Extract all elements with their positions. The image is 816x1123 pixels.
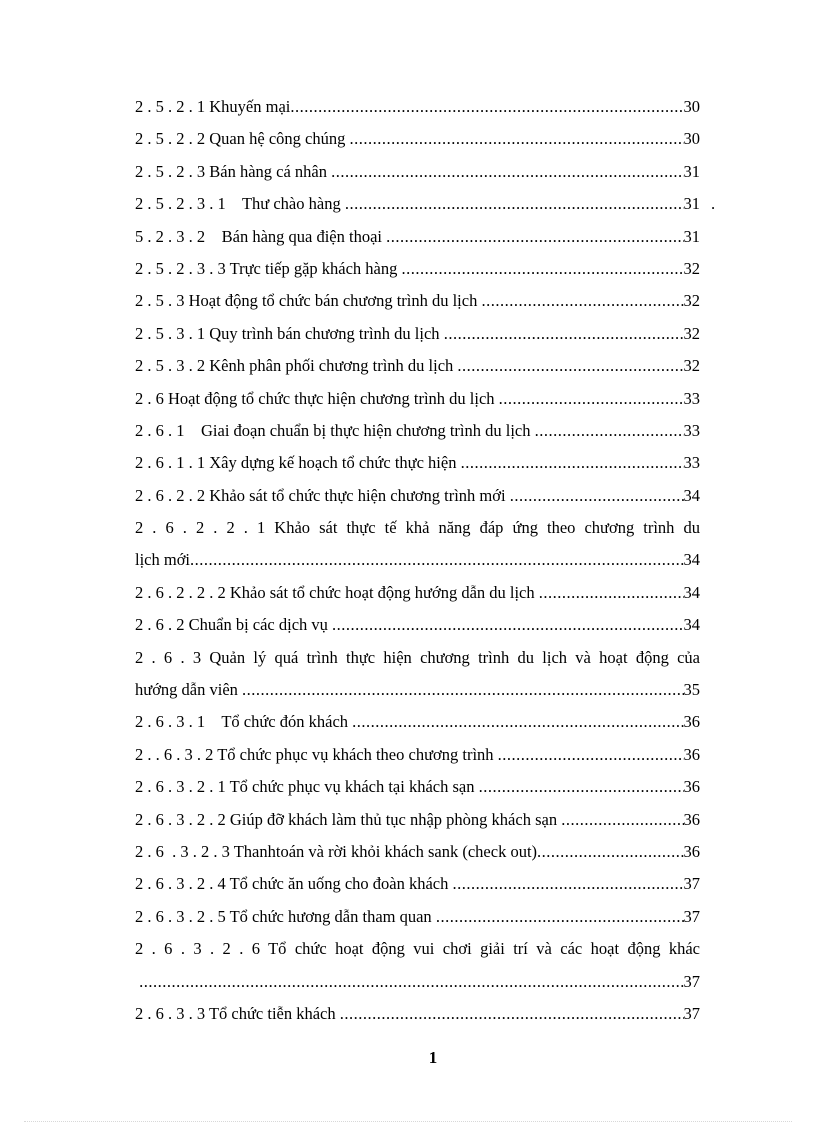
dot-leader [457, 350, 683, 382]
toc-entry-page: 36 [683, 712, 700, 732]
toc-entry-title: 5 . 2 . 3 . 2 Bán hàng qua điện thoại [135, 226, 387, 246]
toc-entry[interactable] [135, 188, 716, 220]
toc-entry[interactable] [135, 318, 700, 350]
toc-entry-page: 33 [683, 388, 700, 408]
toc-entry-page: 30 [683, 129, 700, 149]
toc-entry[interactable] [135, 480, 700, 512]
toc-entry-title-continued: lịch mới [135, 550, 191, 570]
toc-entry[interactable] [135, 706, 700, 738]
toc-entry-title: 2 . 5 . 3 Hoạt động tổ chức bán chương trình du lịch [135, 291, 482, 311]
toc-entry-title: 2 . . 6 . 3 . 2 Tổ chức phục vụ khách theo chương trình [135, 744, 498, 764]
toc-entry-page: 31 [683, 226, 700, 246]
toc-entry-page: 36 [683, 744, 700, 764]
dot-leader [349, 123, 683, 155]
toc-entry-suffix: . [711, 194, 716, 214]
toc-entry-page: 37 [683, 874, 700, 894]
dot-leader [537, 836, 683, 868]
dot-leader [510, 480, 684, 512]
toc-entry-page: 31 [683, 194, 700, 214]
dot-leader [498, 739, 684, 771]
toc-entry-title: 2 . 5 . 2 . 3 Bán hàng cá nhân [135, 161, 332, 181]
dot-leader [539, 577, 684, 609]
toc-entry-title: 2 . 6 . 3 . 1 Tổ chức đón khách [135, 712, 353, 732]
toc-entry-title: 2 . 6 . 1 . 1 Xây dựng kế hoạch tổ chức thực hiện [135, 453, 461, 473]
dot-leader [139, 966, 683, 998]
toc-entry-page: 34 [683, 485, 700, 505]
toc-entry-page: 33 [683, 420, 700, 440]
toc-entry-title: 2 . 6 . 1 Giai đoạn chuẩn bị thực hiện chương trình du lịch [135, 420, 535, 440]
toc-entry-page: 34 [683, 550, 700, 570]
dot-leader [345, 188, 684, 220]
table-of-contents [135, 91, 716, 1030]
toc-entry[interactable] [135, 285, 700, 317]
toc-entry[interactable] [135, 836, 700, 868]
toc-entry-title: 2 . 5 . 2 . 3 . 1 Thư chào hàng [135, 194, 345, 214]
dot-leader [535, 415, 684, 447]
toc-entry[interactable] [135, 901, 700, 933]
toc-entry-title: 2 . 5 . 2 . 3 . 3 Trực tiếp gặp khách hàng [135, 258, 402, 278]
toc-entry[interactable] [135, 998, 700, 1030]
toc-entry-title: 2 . 6 . 2 . 2 . 2 Khảo sát tổ chức hoạt động hướng dẫn du lịch [135, 582, 539, 602]
dot-leader [561, 804, 683, 836]
dot-leader [190, 544, 683, 576]
toc-entry-page: 30 [683, 97, 700, 116]
dot-leader [242, 674, 683, 706]
toc-entry-page: 36 [683, 841, 700, 861]
toc-entry-title: 2 . 6 Hoạt động tổ chức thực hiện chương trình du lịch [135, 388, 499, 408]
toc-entry-page: 36 [683, 809, 700, 829]
toc-entry-title: 2 . 5 . 2 . 1 Khuyến mại [135, 97, 291, 116]
toc-entry-page: 34 [683, 582, 700, 602]
toc-entry-title: 2 . 6 . 3 . 2 . 3 Thanhtoán và rời khỏi khách sank (check out) [135, 841, 538, 861]
toc-entry-page: 37 [683, 906, 700, 926]
dot-leader [340, 998, 684, 1030]
toc-entry[interactable] [135, 609, 700, 641]
toc-entry-title: 2 . 6 . 3 . 2 . 6 Tổ chức hoạt động vui chơi giải trí và các hoạt động khác [135, 939, 700, 959]
toc-entry-title: 2 . 6 . 2 . 2 . 1 Khảo sát thực tế khả năng đáp ứng theo chương trình du [135, 518, 700, 538]
page-number: 1 [428, 1048, 438, 1067]
toc-entry-title-continued: hướng dẫn viên [135, 680, 243, 700]
toc-entry[interactable] [135, 156, 700, 188]
dot-leader [331, 156, 683, 188]
toc-entry[interactable] [135, 91, 700, 123]
toc-entry[interactable] [135, 415, 700, 447]
toc-entry-page: 35 [683, 680, 700, 700]
dot-leader [479, 771, 684, 803]
dot-leader [499, 383, 684, 415]
dot-leader [402, 253, 684, 285]
dot-leader [453, 868, 684, 900]
toc-entry-page: 37 [683, 971, 700, 991]
toc-entry-page: 31 [683, 161, 700, 181]
toc-entry[interactable] [135, 512, 700, 577]
toc-entry-title: 2 . 5 . 2 . 2 Quan hệ công chúng [135, 129, 350, 149]
toc-entry-title: 2 . 6 . 3 . 2 . 5 Tổ chức hương dẫn tham quan [135, 906, 436, 926]
toc-entry[interactable] [135, 804, 700, 836]
toc-entry[interactable] [135, 933, 700, 998]
dot-leader [352, 706, 683, 738]
toc-entry-title: 2 . 6 . 3 . 2 . 1 Tổ chức phục vụ khách tại khách sạn [135, 777, 479, 797]
toc-entry-page: 36 [683, 777, 700, 797]
toc-entry-page: 32 [683, 356, 700, 376]
toc-entry-page: 32 [683, 323, 700, 343]
toc-entry-page: 33 [683, 453, 700, 473]
toc-entry-page: 32 [683, 258, 700, 278]
toc-entry-page: 37 [683, 1003, 700, 1023]
dot-leader [461, 447, 684, 479]
toc-entry[interactable] [135, 350, 700, 382]
toc-entry-title: 2 . 6 . 2 Chuẩn bị các dịch vụ [135, 615, 333, 635]
dot-leader [481, 285, 683, 317]
dot-leader [332, 609, 683, 641]
dot-leader [436, 901, 684, 933]
toc-entry[interactable] [135, 577, 700, 609]
toc-entry-title: 2 . 6 . 3 . 2 . 4 Tổ chức ăn uống cho đoàn khách [135, 874, 453, 894]
dot-leader [444, 318, 684, 350]
toc-entry[interactable] [135, 739, 700, 771]
toc-entry[interactable] [135, 253, 700, 285]
toc-entry[interactable] [135, 642, 700, 707]
toc-entry-title: 2 . 5 . 3 . 2 Kênh phân phối chương trình du lịch [135, 356, 458, 376]
toc-entry[interactable] [135, 771, 700, 803]
toc-entry-page: 34 [683, 615, 700, 635]
toc-entry[interactable] [135, 383, 700, 415]
toc-entry-title: 2 . 6 . 3 . 2 . 2 Giúp đỡ khách làm thủ tục nhập phòng khách sạn [135, 809, 562, 829]
toc-entry[interactable] [135, 221, 700, 253]
toc-entry-page: 32 [683, 291, 700, 311]
toc-entry[interactable] [135, 123, 700, 155]
dot-leader [386, 221, 683, 253]
toc-entry-title: 2 . 5 . 3 . 1 Quy trình bán chương trình du lịch [135, 323, 444, 343]
toc-entry-title: 2 . 6 . 3 . 3 Tổ chức tiễn khách [135, 1003, 340, 1023]
toc-entry[interactable] [135, 447, 700, 479]
dot-leader [290, 91, 683, 123]
footer-divider [24, 1121, 792, 1122]
toc-entry-title: 2 . 6 . 3 Quản lý quá trình thực hiện chương trình du lịch và hoạt động của [135, 647, 700, 667]
toc-entry-title: 2 . 6 . 2 . 2 Khảo sát tổ chức thực hiện chương trình mới [135, 485, 510, 505]
toc-entry[interactable] [135, 868, 700, 900]
